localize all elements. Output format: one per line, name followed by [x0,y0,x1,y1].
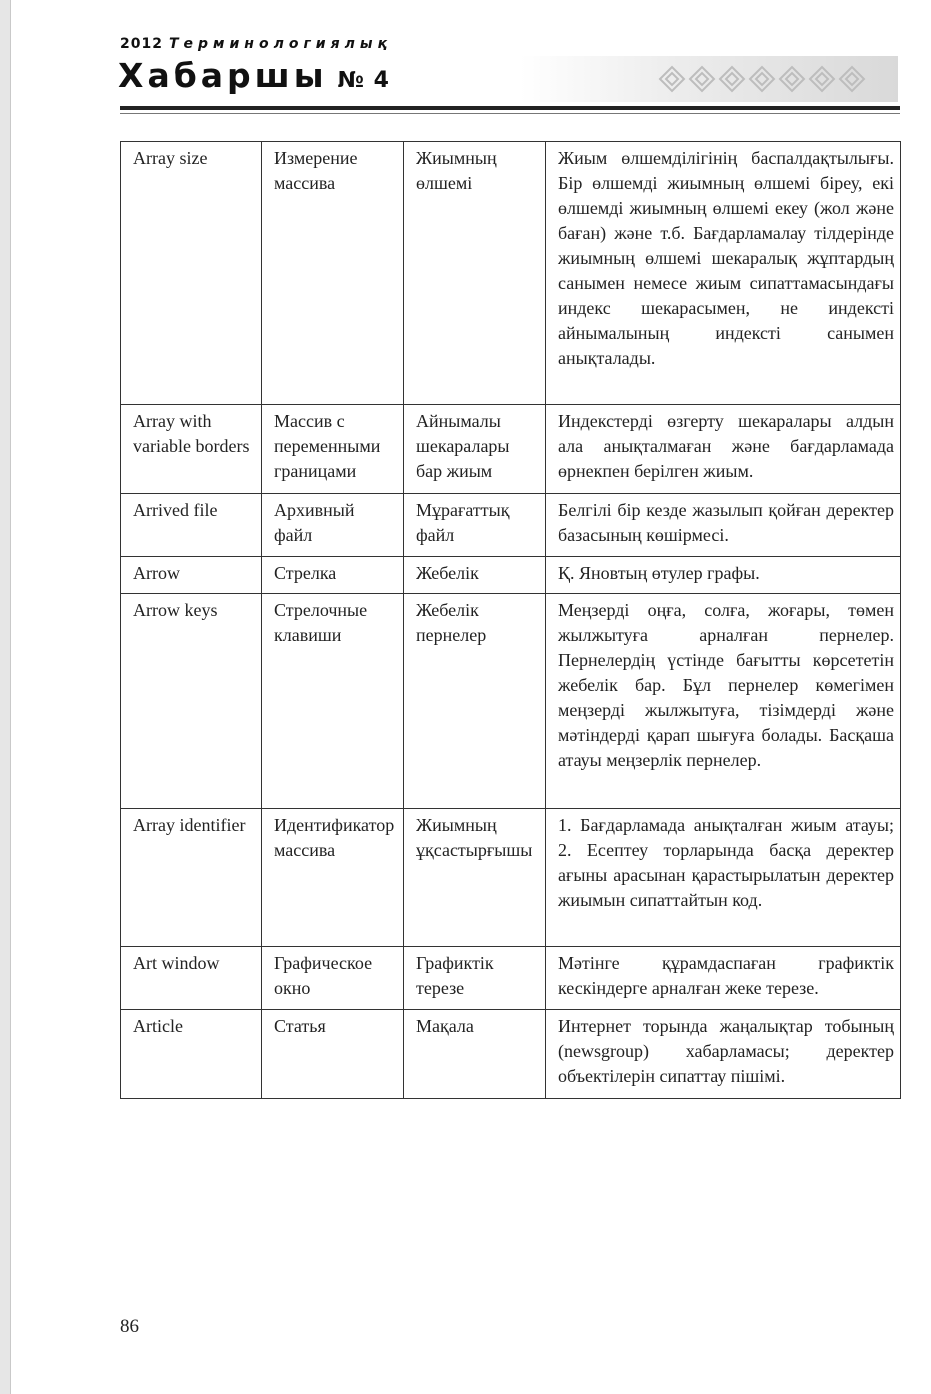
term-russian: Стрелочные клавиши [262,594,404,809]
header-rule [120,106,900,110]
page-edge [0,0,11,1394]
table-row [121,557,901,594]
term-russian: Статья [262,1010,404,1099]
term-english: Article [121,1010,262,1099]
term-kazakh: Жебелік [404,557,546,594]
term-english: Array size [121,142,262,405]
term-kazakh: Мұрағаттық файл [404,494,546,557]
term-russian: Идентификатор массива [262,809,404,947]
term-russian: Массив с переменными границами [262,405,404,494]
table-row [121,809,901,947]
term-russian: Графическое окно [262,947,404,1010]
term-english: Arrow [121,557,262,594]
term-english: Arrow keys [121,594,262,809]
table-row [121,1010,901,1099]
term-russian: Стрелка [262,557,404,594]
term-definition: 1. Бағдарламада анықталған жиым атауы; 2. Есептеу торларында басқа деректер ағыны арасынан қарастырылатын деректер жиымын сипаттайтын код. [546,809,901,947]
term-english: Arrived file [121,494,262,557]
term-kazakh: Айнымалы шекаралары бар жиым [404,405,546,494]
table-row [121,142,901,405]
term-english: Array with variable borders [121,405,262,494]
page-number: 86 [120,1316,139,1337]
term-kazakh: Жиымның ұқсастырғышы [404,809,546,947]
table-row [121,405,901,494]
term-definition: Қ. Яновтың өтулер графы. [546,557,901,594]
term-definition: Мәтінге құрамдаспаған графиктік кескіндерге арналған жеке терезе. [546,947,901,1010]
term-kazakh: Жиымның өлшемі [404,142,546,405]
term-kazakh: Мақала [404,1010,546,1099]
ornament-pattern-icon [520,56,898,102]
term-english: Art window [121,947,262,1010]
term-kazakh: Жебелік пернелер [404,594,546,809]
term-definition: Меңзерді оңға, солға, жоғары, төмен жылжытуға арналған пернелер. Пернелердің үстінде бағытты көрсететін жебелік бар. Бұл пернелер көмегімен меңзерді жылжытуға, тізімдерді және мәтіндерді қарап шығуға болады. Басқаша атауы меңзерлік пернелер. [546,594,901,809]
journal-subtitle: Терминологиялық [168,36,392,52]
journal-issue: № 4 [337,68,390,93]
term-definition: Интернет торында жаңалықтар тобының (newsgroup) хабарламасы; деректер объектілерін сипаттау пішімі. [546,1010,901,1099]
journal-title [118,56,390,95]
table-row [121,947,901,1010]
terminology-table [120,141,901,1099]
journal-header-line [120,36,392,52]
term-definition: Белгілі бір кезде жазылып қойған деректер базасының көшірмесі. [546,494,901,557]
journal-year: 2012 [120,36,163,52]
table-row [121,494,901,557]
term-russian: Измерение массива [262,142,404,405]
term-english: Array identifier [121,809,262,947]
term-definition: Индекстерді өзгерту шекаралары алдын ала анықталмаған және бағдарламада өрнекпен берілген жиым. [546,405,901,494]
table-row [121,594,901,809]
ornament-banner [520,56,898,102]
header-rule-thin [120,113,900,114]
journal-title-text: Хабаршы [118,56,328,95]
term-russian: Архивный файл [262,494,404,557]
term-kazakh: Графиктік терезе [404,947,546,1010]
term-definition: Жиым өлшемділігінің баспалдақтылығы. Бір өлшемді жиымның өлшемі біреу, екі өлшемді жиымның өлшемі екеу (жол және баған) және т.б. Бағдарламалау тілдерінде жиымның өлшемі шекаралық жұптардың санымен немесе жиым сипаттамасындағы индекс шекарасымен, не индексті айнымалының индексті санымен анықталады. [546,142,901,405]
